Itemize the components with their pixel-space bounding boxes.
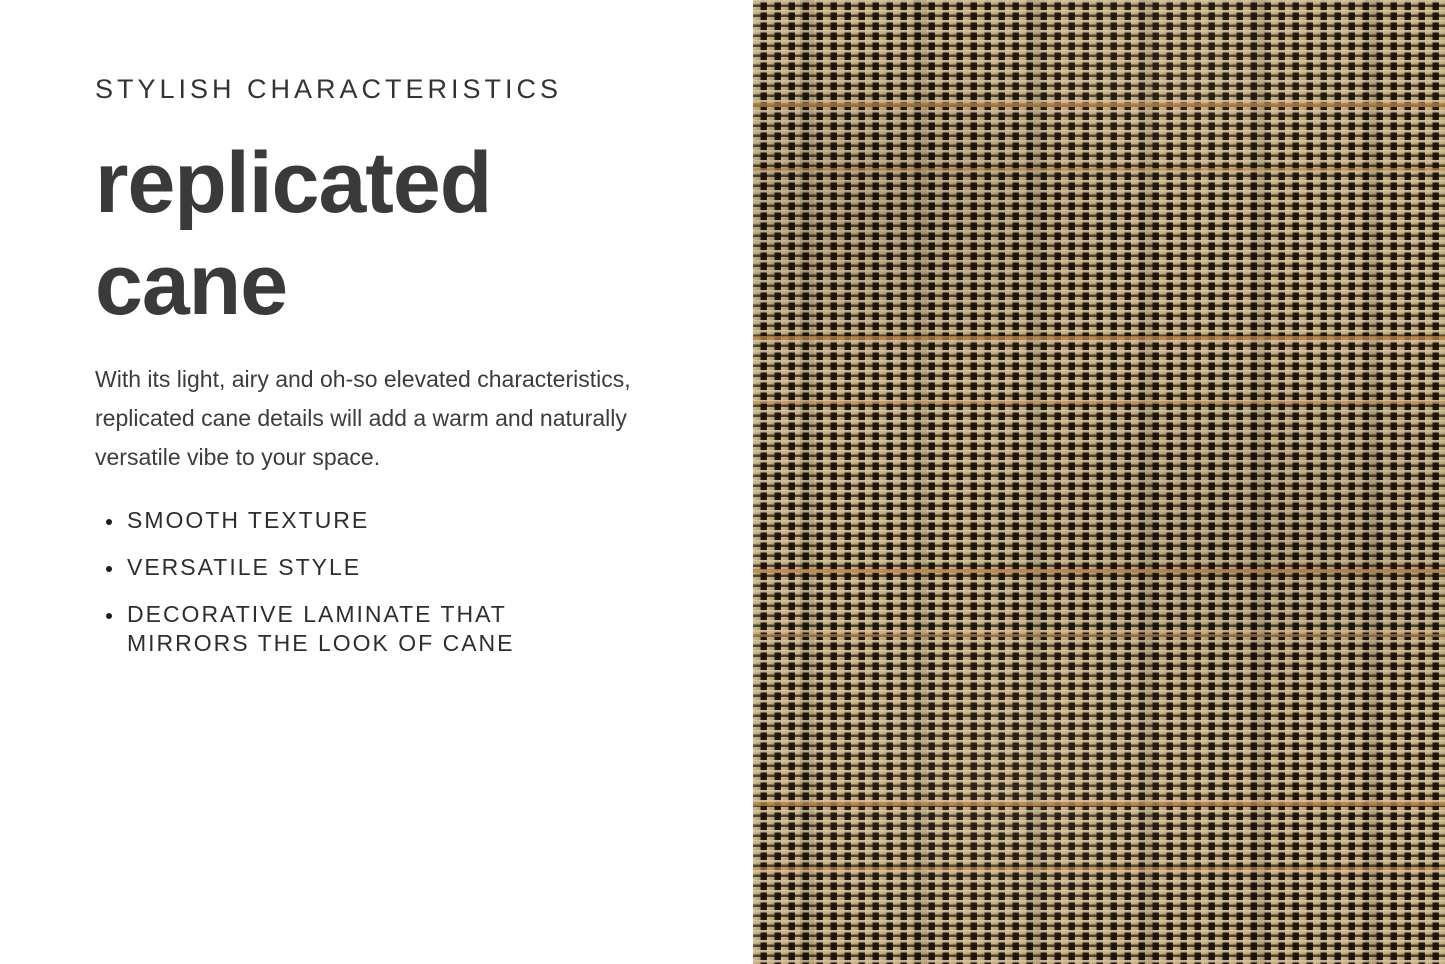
description-paragraph: With its light, airy and oh-so elevated characteristics, replicated cane details will add a warm and naturally versatile vibe to your space. [95,366,631,470]
cane-texture-swatch [753,0,1445,964]
feature-item: • SMOOTH TEXTURE [125,506,753,535]
eyebrow-label: STYLISH CHARACTERISTICS [95,74,563,104]
page-title: replicated cane [95,135,492,333]
feature-item: • VERSATILE STYLE [125,553,753,582]
feature-item: • DECORATIVE LAMINATE THAT MIRRORS THE LOOK OF CANE [125,600,557,658]
feature-list [95,506,753,658]
